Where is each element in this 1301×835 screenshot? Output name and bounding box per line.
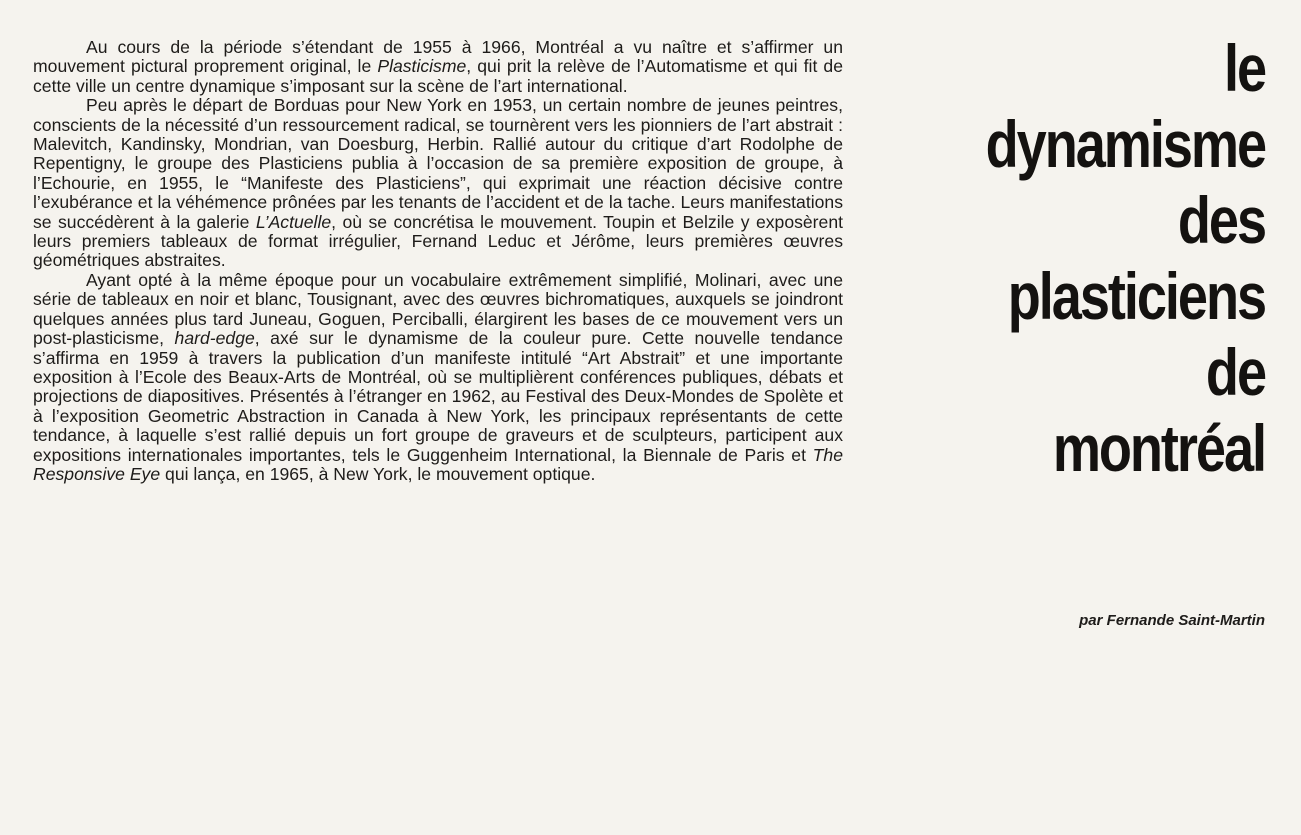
italic-phrase: The Responsive Eye — [33, 444, 843, 484]
author-byline: par Fernande Saint-Martin — [1079, 612, 1265, 629]
article-paragraph — [33, 96, 843, 271]
italic-phrase: Plasticisme — [377, 56, 467, 77]
article-body — [33, 38, 843, 484]
text-run: Au cours de la période s’étendant de 1955 à 1966, Montréal a vu naître et s’affirmer un mouvement pictural proprement original, le — [33, 37, 843, 77]
article-title — [937, 30, 1265, 486]
text-run: , axé sur le dynamisme de la couleur pure. Cette nouvelle tendance s’affirma en 1959 à travers la publication d’un manifeste intitulé “Art Abstrait” et une importante exposition à l’Ecole des Beaux-Arts de Montréal, où se multiplièrent conférences publiques, débats et projections de diapositives. Présentés à l’étranger en 1962, au Festival des Deux-Mondes de Spolète et à l’exposition Geometric Abstraction in Canada à New York, les principaux représentants de cette tendance, à laquelle s’est rallié depuis un fort groupe de graveurs et de sculpteurs, participent aux expositions internationales importantes, tels le Guggenheim International, la Biennale de Paris et — [33, 328, 843, 465]
title-line: montréal — [1052, 411, 1265, 485]
text-run: , qui prit la relève de l’Automatisme et qui fit de cette ville un centre dynamique s’imposant sur la scène de l’art international. — [33, 56, 843, 96]
title-line: plasticiens — [1007, 259, 1265, 333]
article-paragraph — [33, 271, 843, 484]
italic-phrase: hard-edge — [174, 328, 255, 349]
title-line: de — [1205, 335, 1265, 409]
title-line: le dynamisme — [985, 31, 1265, 181]
text-run: , où se concrétisa le mouvement. Toupin et Belzile y exposèrent leurs premiers tableaux de format irrégulier, Fernand Leduc et Jérôme, leurs premières œuvres géométriques abstraites. — [33, 211, 843, 271]
title-line: des — [1177, 183, 1265, 257]
text-run: Peu après le départ de Borduas pour New York en 1953, un certain nombre de jeunes peintres, conscients de la nécessité d’un ressourcement radical, se tournèrent vers les pionniers de l’art abstrait : Malevitch, Kandinsky, Mondrian, van Doesburg, Herbin. Rallié autour du critique d’art Rodolphe de Repentigny, le groupe des Plasticiens publia à l’occasion de sa première exposition de groupe, à l’Echourie, en 1955, le “Manifeste des Plasticiens”, qui exprimait une réaction décisive contre l’exubérance et la véhémence prônées par les tenants de l’accident et de la tache. Leurs manifestations se succédèrent à la galerie — [33, 95, 843, 232]
italic-phrase: L’Actuelle — [255, 211, 332, 232]
article-paragraph — [33, 38, 843, 96]
text-run: Ayant opté à la même époque pour un vocabulaire extrêmement simplifié, Molinari, avec une série de tableaux en noir et blanc, Tousignant, avec des œuvres bichromatiques, auxquels se joindront quelques années plus tard Juneau, Goguen, Perciballi, élargirent les bases de ce mouvement vers un post-plasticisme, — [33, 269, 843, 349]
text-run: qui lança, en 1965, à New York, le mouvement optique. — [160, 463, 596, 484]
